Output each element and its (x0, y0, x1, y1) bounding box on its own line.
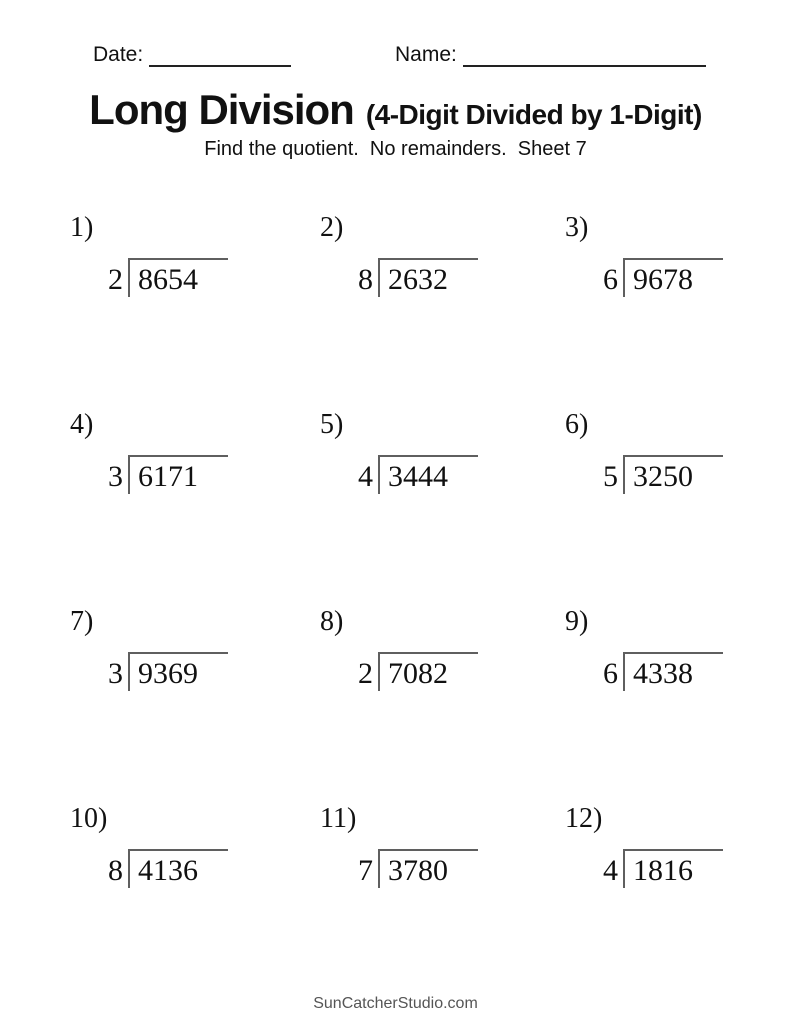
division-dividend: 2632 (388, 263, 448, 296)
division-divisor: 7 (358, 854, 373, 887)
division-dividend: 3444 (388, 460, 448, 493)
division-bracket (128, 849, 228, 888)
problem-number: 10) (70, 803, 108, 834)
division-divisor: 8 (108, 854, 123, 887)
division-divisor: 2 (108, 263, 123, 296)
problem-number: 5) (320, 409, 344, 440)
division-dividend: 8654 (138, 263, 198, 296)
date-field (93, 44, 291, 67)
division-expression (333, 652, 565, 691)
division-expression (333, 849, 565, 888)
problem-number: 8) (320, 606, 344, 637)
division-dividend: 3780 (388, 854, 448, 887)
division-divisor: 3 (108, 460, 123, 493)
division-dividend: 3250 (633, 460, 693, 493)
division-bracket (378, 849, 478, 888)
division-bracket (623, 652, 723, 691)
division-bracket (128, 455, 228, 494)
problem-number: 12) (565, 803, 603, 834)
division-divisor: 2 (358, 657, 373, 690)
title-main: Long Division (89, 86, 354, 133)
problem-cell (565, 206, 775, 403)
division-expression (83, 652, 320, 691)
division-expression (578, 849, 775, 888)
name-blank-line (463, 49, 706, 67)
problem-cell (70, 403, 320, 600)
problem-cell (565, 600, 775, 797)
division-expression (83, 455, 320, 494)
worksheet-title (0, 86, 791, 134)
problem-cell (70, 600, 320, 797)
division-divisor: 4 (358, 460, 373, 493)
division-dividend: 7082 (388, 657, 448, 690)
division-bracket (378, 455, 478, 494)
problems-grid (70, 206, 775, 994)
instructions-text: Find the quotient. No remainders. Sheet 7 (204, 138, 587, 160)
division-bracket (128, 652, 228, 691)
division-divisor: 6 (603, 657, 618, 690)
problem-number: 3) (565, 212, 589, 243)
problem-number: 2) (320, 212, 344, 243)
date-blank-line (149, 49, 291, 67)
division-bracket (623, 849, 723, 888)
division-dividend: 9678 (633, 263, 693, 296)
division-expression (83, 849, 320, 888)
title-suffix: (4-Digit Divided by 1-Digit) (365, 99, 702, 130)
division-dividend: 6171 (138, 460, 198, 493)
division-divisor: 3 (108, 657, 123, 690)
problem-number: 6) (565, 409, 589, 440)
division-expression (83, 258, 320, 297)
problem-number: 7) (70, 606, 94, 637)
division-dividend: 4338 (633, 657, 693, 690)
name-label: Name: (395, 43, 457, 66)
division-bracket (378, 652, 478, 691)
date-label: Date: (93, 43, 144, 66)
division-expression (578, 652, 775, 691)
problem-cell (70, 206, 320, 403)
problem-cell (320, 403, 565, 600)
problem-cell (320, 797, 565, 994)
division-expression (578, 455, 775, 494)
problem-number: 9) (565, 606, 589, 637)
name-field (395, 44, 706, 67)
division-expression (333, 258, 565, 297)
division-divisor: 8 (358, 263, 373, 296)
problem-cell (320, 600, 565, 797)
division-divisor: 5 (603, 460, 618, 493)
division-expression (578, 258, 775, 297)
problem-cell (565, 797, 775, 994)
division-dividend: 1816 (633, 854, 693, 887)
division-bracket (623, 258, 723, 297)
problem-number: 1) (70, 212, 94, 243)
division-dividend: 9369 (138, 657, 198, 690)
problem-cell (70, 797, 320, 994)
division-divisor: 4 (603, 854, 618, 887)
division-divisor: 6 (603, 263, 618, 296)
problem-cell (565, 403, 775, 600)
division-dividend: 4136 (138, 854, 198, 887)
division-bracket (378, 258, 478, 297)
problem-number: 4) (70, 409, 94, 440)
division-bracket (623, 455, 723, 494)
division-expression (333, 455, 565, 494)
footer-site-text: SunCatcherStudio.com (313, 995, 478, 1012)
problem-cell (320, 206, 565, 403)
problem-number: 11) (320, 803, 357, 834)
division-bracket (128, 258, 228, 297)
